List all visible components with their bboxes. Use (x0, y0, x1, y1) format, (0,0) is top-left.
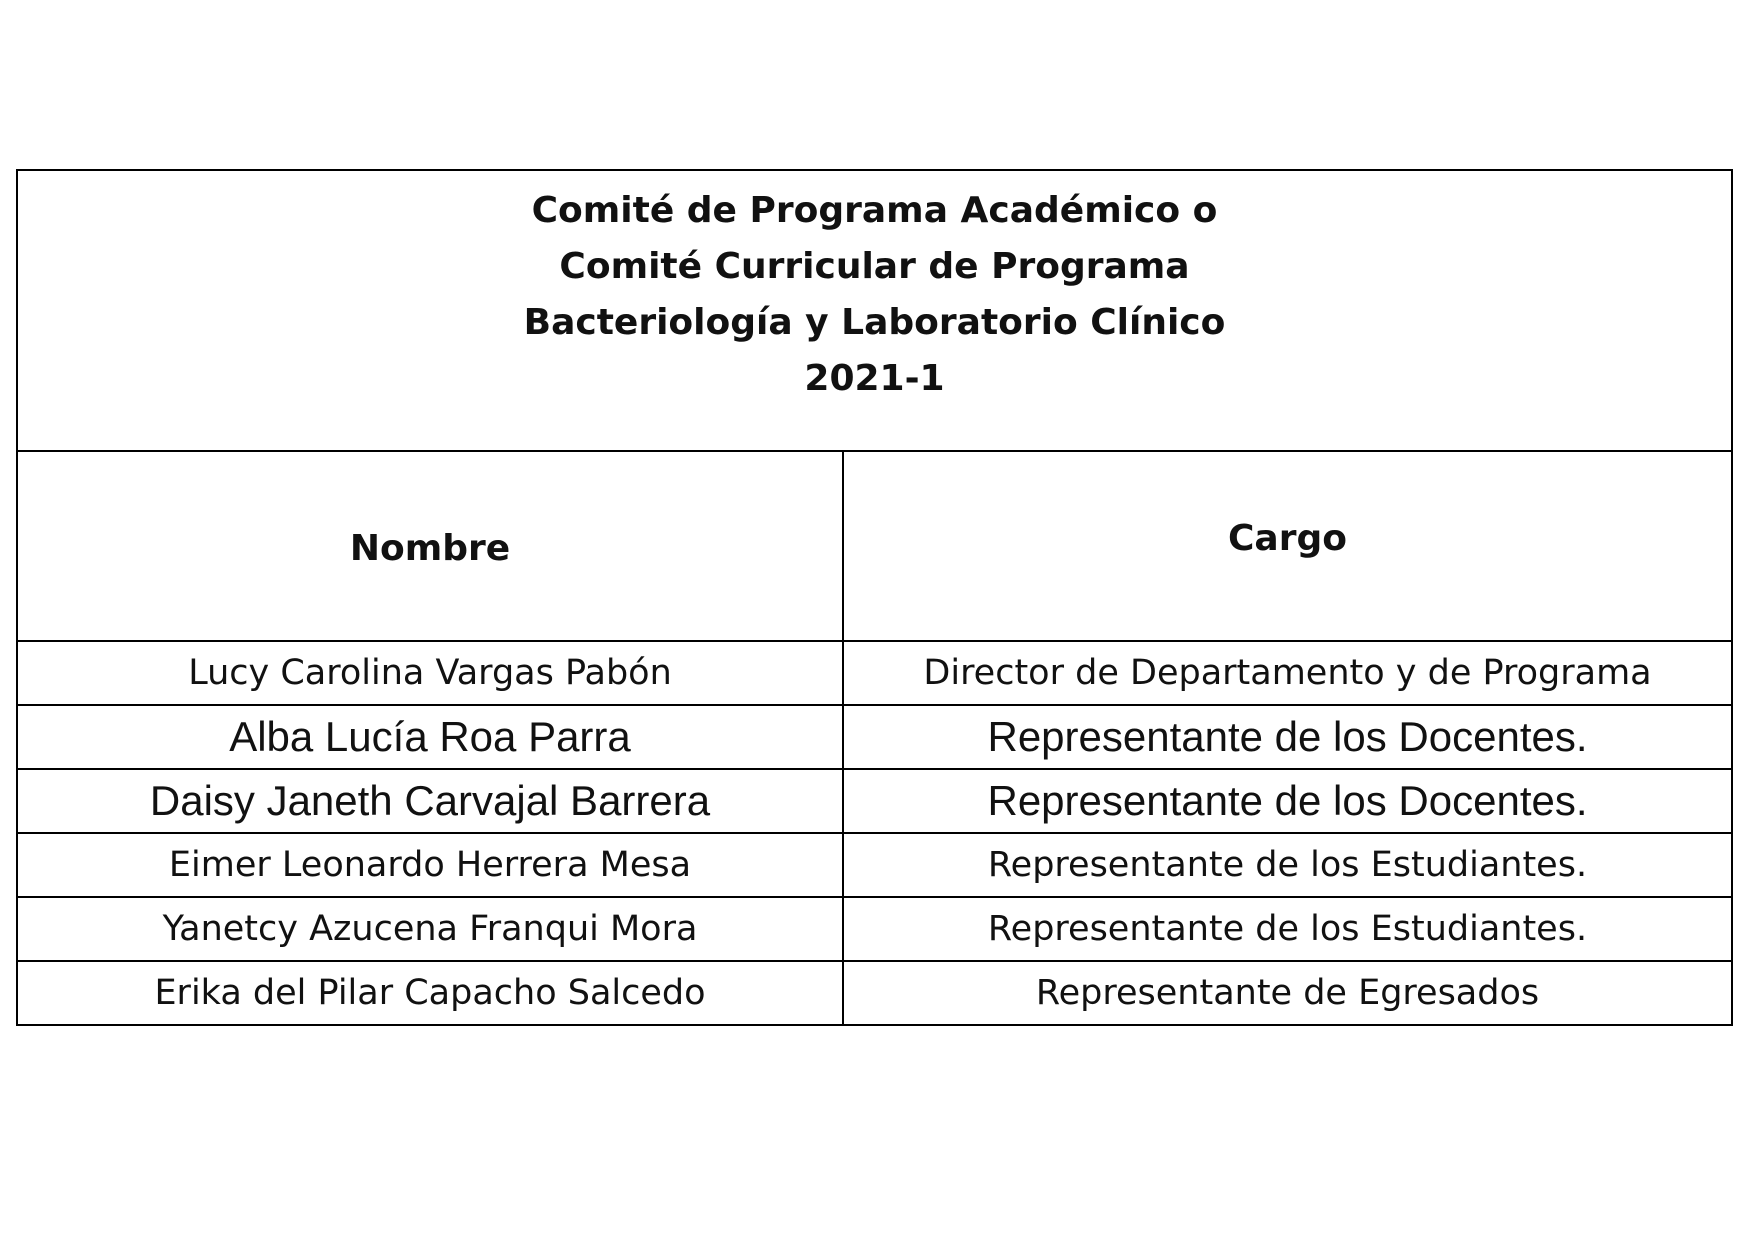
table-row (17, 833, 1732, 897)
name-cell: Yanetcy Azucena Franqui Mora (17, 897, 843, 961)
title-row (17, 170, 1732, 451)
committee-table (16, 169, 1733, 1026)
table-row (17, 641, 1732, 705)
name-cell: Eimer Leonardo Herrera Mesa (17, 833, 843, 897)
cargo-cell: Representante de los Docentes. (843, 769, 1732, 833)
table-title (17, 170, 1732, 451)
cargo-cell: Director de Departamento y de Programa (843, 641, 1732, 705)
name-cell: Daisy Janeth Carvajal Barrera (17, 769, 843, 833)
cargo-cell: Representante de los Estudiantes. (843, 897, 1732, 961)
column-header-name-label: Nombre (349, 527, 511, 569)
title-line: 2021-1 (804, 357, 945, 399)
title-line: Comité de Programa Académico o (531, 189, 1218, 231)
title-block (18, 183, 1731, 407)
table-row (17, 961, 1732, 1025)
title-line: Bacteriología y Laboratorio Clínico (523, 301, 1226, 343)
column-header-cargo (843, 451, 1732, 641)
cargo-cell: Representante de los Docentes. (843, 705, 1732, 769)
name-cell: Erika del Pilar Capacho Salcedo (17, 961, 843, 1025)
name-cell: Alba Lucía Roa Parra (17, 705, 843, 769)
column-header-name (17, 451, 843, 641)
title-line: Comité Curricular de Programa (559, 245, 1190, 287)
table-row (17, 897, 1732, 961)
header-row (17, 451, 1732, 641)
cargo-cell: Representante de Egresados (843, 961, 1732, 1025)
table-row (17, 769, 1732, 833)
table-row (17, 705, 1732, 769)
column-header-cargo-label: Cargo (1228, 517, 1347, 559)
name-cell: Lucy Carolina Vargas Pabón (17, 641, 843, 705)
cargo-cell: Representante de los Estudiantes. (843, 833, 1732, 897)
